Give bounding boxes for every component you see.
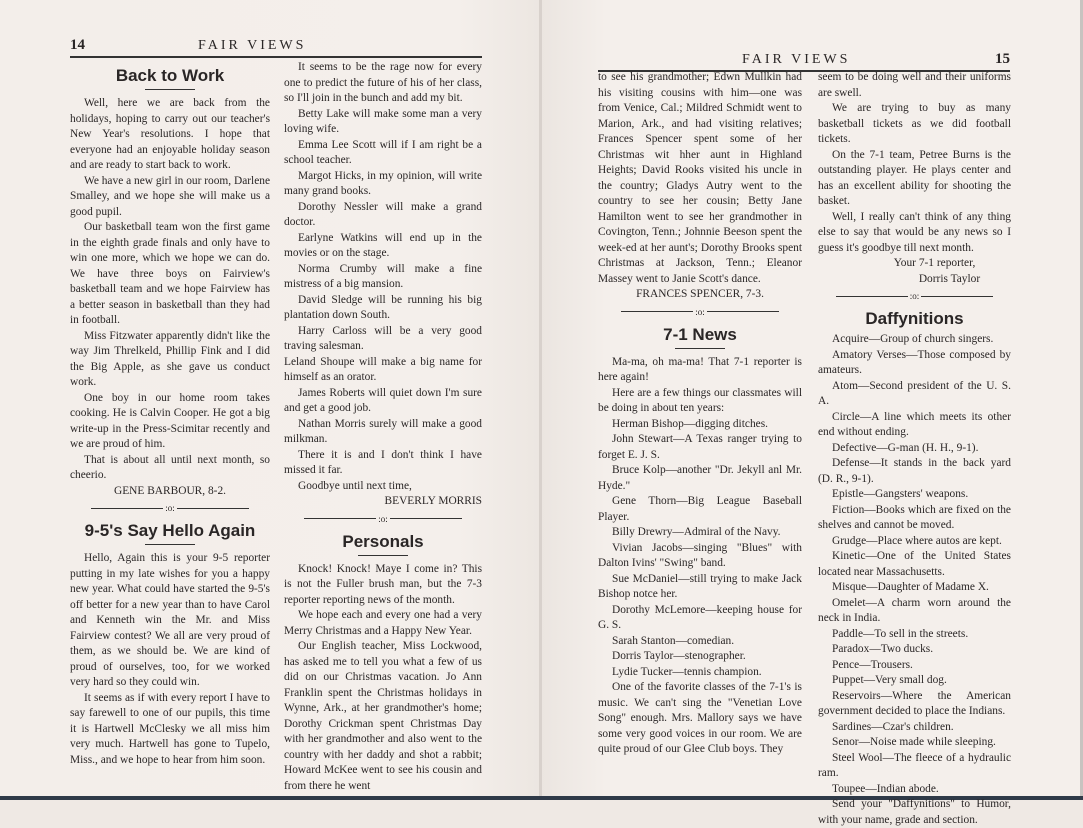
paragraph: Nathan Morris surely will make a good milkman. <box>284 417 482 445</box>
paragraph: Knock! Knock! Maye I come in? This is not the Fuller brush man, but the 7-3 reporter reporting news of the month. <box>284 562 482 606</box>
paragraph: Sarah Stanton—comedian. <box>612 634 735 647</box>
paragraph: Our basketball team won the first game in the eighth grade finals and only have to win one more, which we hope we can do. We have three boys on Fairview's basketball team and we hope Fairview has a better season in basketball than they had in football. <box>70 221 270 326</box>
paragraph: We have a new girl in our room, Darlene Smalley, and we hope she will make us a good pupil. <box>70 174 271 218</box>
publication-title-left: FAIR VIEWS <box>198 38 307 53</box>
paragraph: James Roberts will quiet down I'm sure and get a good job. <box>284 386 482 414</box>
paragraph: Dorothy McLemore—keeping house for G. S. <box>598 603 802 631</box>
section-divider: :o: <box>818 291 1011 301</box>
paragraph: One of the favorite classes of the 7-1's is music. We can't sing the "Venetian Love Song" enough. Mrs. Mallory says we have some very good voices in our room. We are quite proud of our Glee Club boys. They <box>598 681 802 755</box>
paragraph: Goodbye until next time, <box>298 479 412 492</box>
heading-back-to-work: Back to Work <box>115 66 225 85</box>
daffynition-entry: Acquire—Group of church singers. <box>832 333 994 345</box>
publication-title-right: FAIR VIEWS <box>742 52 851 67</box>
page-gutter <box>539 0 542 800</box>
paragraph: Sue McDaniel—still trying to make Jack Bishop notce her. <box>598 572 802 600</box>
paragraph: Here are a few things our classmates will be doing in about ten years: <box>598 386 802 414</box>
heading-rule <box>145 89 195 90</box>
paragraph: Gene Thorn—Big League Baseball Player. <box>598 495 802 523</box>
signature-gene-barbour: GENE BARBOUR, 8-2. <box>113 484 226 497</box>
paragraph: Miss Fitzwater apparently didn't like the way Jim Threlkeld, Phillip Fink and I did the Big Apple, as she gave us conduct work. <box>70 329 270 388</box>
daffynition-entry: Grudge—Place where autos are kept. <box>832 534 1002 547</box>
page-number-left: 14 <box>70 37 85 53</box>
paragraph: Earlyne Watkins will end up in the movies or on the stage. <box>284 231 482 259</box>
paragraph: Norma Crumby will make a fine mistress of a big mansion. <box>284 262 482 290</box>
signature-beverly-morris: BEVERLY MORRIS <box>384 495 482 507</box>
signature-dorris-taylor: Dorris Taylor <box>918 272 981 285</box>
paragraph: It seems to be the rage now for every one to predict the future of his of her class, so I'll join in the bunch and add my bit. <box>284 61 482 104</box>
daffynition-entry: Kinetic—One of the United States located near Massachusetts. <box>818 550 1011 578</box>
paragraph: That is about all until next month, so cheerio. <box>70 453 270 481</box>
daffynition-entry: Atom—Second president of the U. S. A. <box>818 379 1011 407</box>
paragraph: Billy Drewry—Admiral of the Navy. <box>612 526 781 538</box>
running-head-right <box>598 51 1010 72</box>
column-2 <box>284 60 482 794</box>
heading-7-1-news: 7-1 News <box>663 324 737 344</box>
daffynition-entry: Toupee—Indian abode. <box>832 782 939 795</box>
daffynition-entry: Omelet—A charm worn around the neck in India. <box>818 596 1011 624</box>
running-head-left <box>70 37 482 58</box>
signature-frances-spencer: FRANCES SPENCER, 7-3. <box>636 288 764 300</box>
daffynition-entry: Misque—Daughter of Madame X. <box>832 581 989 593</box>
page-number-right: 15 <box>995 51 1010 67</box>
daffynition-entry: Sardines—Czar's children. <box>832 720 954 733</box>
daffynition-entry: Senor—Noise made while sleeping. <box>832 736 996 748</box>
paragraph: On the 7-1 team, Petree Burns is the outstanding player. He plays center and has an excellent ability for shooting the basket. <box>818 148 1011 207</box>
heading-rule <box>358 555 408 556</box>
paragraph: One boy in our home room takes cooking. He is Calvin Cooper. He got a big write-up in the Press-Scimitar recently and we are proud of him. <box>70 391 270 450</box>
heading-rule <box>675 348 725 349</box>
daffynition-entry: Defense—It stands in the back yard (D. R., 9-1). <box>818 457 1011 485</box>
section-divider: :o: <box>284 514 482 524</box>
section-divider: :o: <box>598 307 802 317</box>
daffynition-entry: Steel Wool—The fleece of a hydraulic ram. <box>818 751 1011 779</box>
paragraph: Betty Lake will make some man a very loving wife. <box>284 107 482 135</box>
daffynition-entry: Fiction—Books which are fixed on the shelves and cannot be moved. <box>818 503 1011 531</box>
paragraph: Vivian Jacobs—singing "Blues" with Dalton Ivins' "Swing" band. <box>598 541 802 569</box>
daffynition-entry: Pence—Trousers. <box>832 658 913 671</box>
paragraph: Harry Carloss will be a very good traving salesman. <box>284 324 482 352</box>
paragraph: There it is and I don't think I have missed it far. <box>284 448 482 476</box>
daffynition-entry: Circle—A line which meets its other end without ending. <box>818 410 1011 438</box>
heading-daffynitions: Daffynitions <box>865 309 964 328</box>
paragraph: Well, here we are back from the holidays, hoping to carry out our teacher's New Year's resolutions. I hope that everyone had an enjoyable holiday season and are ready to start back to work. <box>70 97 270 171</box>
paragraph: We hope each and every one had a very Merry Christmas and a Happy New Year. <box>284 609 482 637</box>
paragraph: Lydie Tucker—tennis champion. <box>612 665 762 678</box>
paragraph: Leland Shoupe will make a big name for himself as an orator. <box>284 355 482 383</box>
daffynition-entry: Reservoirs—Where the American government decided to place the Indians. <box>818 689 1011 717</box>
heading-personals: Personals <box>342 531 424 551</box>
paragraph: David Sledge will be running his big plantation down South. <box>284 293 482 321</box>
paragraph: Dorris Taylor—stenographer. <box>612 650 746 662</box>
daffynitions-list <box>818 332 1011 828</box>
signature-line-1: Your 7-1 reporter, <box>893 257 976 269</box>
paragraph: Emma Lee Scott will if I am right be a school teacher. <box>284 138 482 166</box>
section-divider: :o: <box>70 503 270 513</box>
paragraph: It seems as if with every report I have to say farewell to one of our pupils, this time it is Hartwell McClesky we all miss him very much. Hartwell has gone to Tupelo, Miss., and we hope to hear from him soon. <box>70 691 270 766</box>
daffynition-entry: Amatory Verses—Those composed by amateurs. <box>818 348 1011 376</box>
column-3 <box>598 70 802 758</box>
daffynition-entry: Paddle—To sell in the streets. <box>832 627 969 640</box>
paragraph: Bruce Kolp—another "Dr. Jekyll anl Mr. Hyde." <box>598 464 802 492</box>
daffynition-entry: Puppet—Very small dog. <box>832 674 947 686</box>
daffynition-entry: Defective—G-man (H. H., 9-1). <box>832 441 979 454</box>
paragraph: Margot Hicks, in my opinion, will write many grand books. <box>284 169 482 197</box>
paragraph: Our English teacher, Miss Lockwood, has asked me to tell you what a few of us did on our Christmas vacation. Jo Ann Franklin spent the Christmas holidays in Wynne, Ark., at her grandmother's home; Dorothy Crickman spent Christmas Day with her grandmother and also went to the country with her daddy and shot a rabbit; Howard McKee went to see his cousin and from there he went <box>284 640 482 792</box>
daffynition-entry: Epistle—Gangsters' weapons. <box>832 488 969 500</box>
heading-rule <box>145 544 195 545</box>
paragraph: seem to be doing well and their uniforms are swell. <box>818 71 1011 99</box>
heading-9-5-say-hello: 9-5's Say Hello Again <box>84 521 256 540</box>
paragraph: Hello, Again this is your 9-5 reporter putting in my late wishes for you a happy new year. What could have started the 9-5's off better for a new year than to have Carol and Kenneth win the Mr. and Miss Fairview contest? We all are very proud of them, as we should be. We are kind of proud of ourselves, too, for we worked very hard so they could win. <box>70 552 270 688</box>
paragraph: Well, I really can't think of any thing else to say that would be any news so I guess it's goodbye till next month. <box>818 210 1011 254</box>
paragraph: to see his grandmother; Edwn Mullkin had his visiting cousins with him—one was from Venice, Cal.; Mildred Schmidt went to Marion, Ark., and had visiting relatives; Frances Spencer spent some of her Christmas wit hher aunt in Highland Heights; David Rooks visited his uncle in the country; Gladys Autry went to the country to see her cousin; Betty Jane Hamilton went to see her grandmother in Covington, Tenn.; Johnnie Beeson spent the week-ed at her aunt's; Dorothy Brooks spent Christmas at Jackson, Tenn.; Eleanor Massey went to Janie Scott's dance. <box>598 71 802 285</box>
column-1 <box>70 60 270 768</box>
paragraph: Ma-ma, oh ma-ma! That 7-1 reporter is here again! <box>598 355 802 383</box>
daffynition-entry: Paradox—Two ducks. <box>832 643 934 655</box>
column-4 <box>818 70 1011 828</box>
paragraph: We are trying to buy as many basketball tickets as we did football tickets. <box>818 102 1011 145</box>
daffynition-entry: Send your "Daffynitions" to Humor, with your name, grade and section. <box>818 798 1011 826</box>
paragraph: Herman Bishop—digging ditches. <box>612 417 768 430</box>
paragraph: John Stewart—A Texas ranger trying to forget E. J. S. <box>598 433 802 461</box>
paragraph: Dorothy Nessler will make a grand doctor. <box>284 200 482 228</box>
